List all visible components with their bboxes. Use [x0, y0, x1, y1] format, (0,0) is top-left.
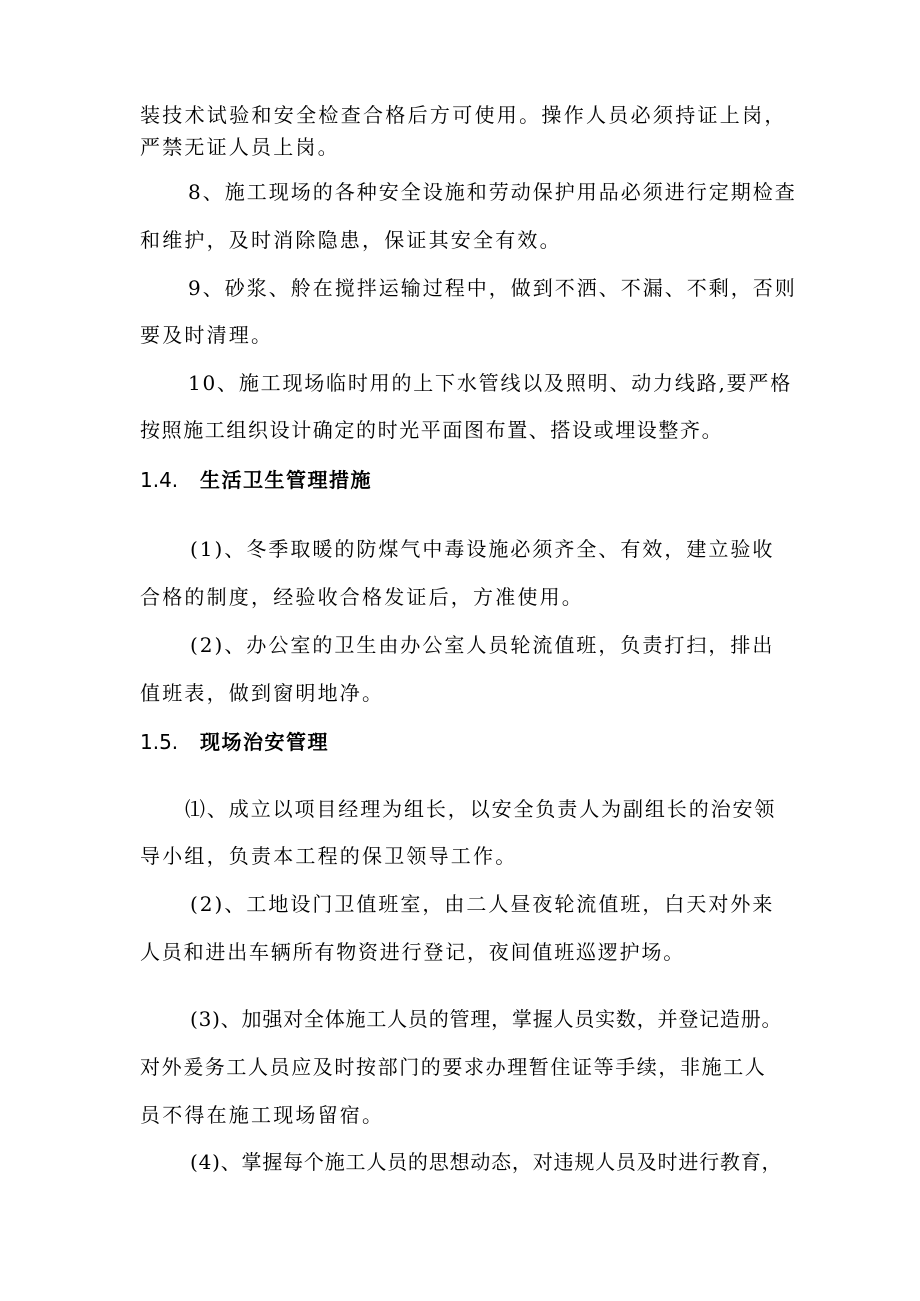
section-heading-1-5 [140, 730, 329, 754]
paragraph-line: 导小组，负责本工程的保卫领导工作。 [140, 844, 518, 868]
paragraph-line: (2)、办公室的卫生由办公室人员轮流值班，负责打扫，排出 [190, 633, 775, 657]
paragraph-line: 和维护，及时消除隐患，保证其安全有效。 [140, 228, 562, 252]
paragraph-line: 员不得在施工现场留宿。 [140, 1103, 385, 1127]
paragraph-line: (2)、工地设门卫值班室，由二人昼夜轮流值班，白天对外来 [190, 892, 775, 916]
paragraph-line: (4)、掌握每个施工人员的思想动态，对违规人员及时进行教育， [190, 1150, 783, 1174]
paragraph-line: 值班表，做到窗明地净。 [140, 681, 385, 705]
paragraph-line: ⑴、成立以项目经理为组长，以安全负责人为副组长的治安领 [185, 797, 777, 821]
section-number: 1.5. [140, 730, 179, 754]
section-title: 现场治安管理 [200, 730, 329, 754]
paragraph-line: 9、砂浆、舲在搅拌运输过程中，做到不洒、不漏、不剩，否则 [188, 276, 797, 300]
paragraph-line: 对外爰务工人员应及时按部门的要求办理暂住证等手续，非施工人 [140, 1055, 767, 1079]
paragraph-line: 装技术试验和安全检查合格后方可使用。操作人员必须持证上岗， [140, 103, 787, 127]
paragraph-line: (3)、加强对全体施工人员的管理，掌握人员实数，并登记造册。 [190, 1007, 783, 1031]
paragraph-line: 合格的制度，经验收合格发证后，方准使用。 [140, 585, 584, 609]
paragraph-line: 严禁无证人员上岗。 [140, 135, 340, 159]
paragraph-line: 10、施工现场临时用的上下水管线以及照明、动力线路,要严格 [188, 371, 793, 395]
section-number: 1.4. [140, 468, 179, 492]
paragraph-line: 要及时清理。 [140, 323, 274, 347]
section-heading-1-4 [140, 468, 372, 492]
section-title: 生活卫生管理措施 [200, 468, 372, 492]
paragraph-line: 8、施工现场的各种安全设施和劳动保护用品必须进行定期检查 [188, 180, 797, 204]
paragraph-line: 人员和进出车辆所有物资进行登记，夜间值班巡逻护场。 [140, 940, 685, 964]
paragraph-line: (1)、冬季取暖的防煤气中毒设施必须齐全、有效，建立验收 [190, 537, 775, 561]
paragraph-line: 按照施工组织设计确定的时光平面图布置、搭设或埋设整齐。 [140, 418, 724, 442]
